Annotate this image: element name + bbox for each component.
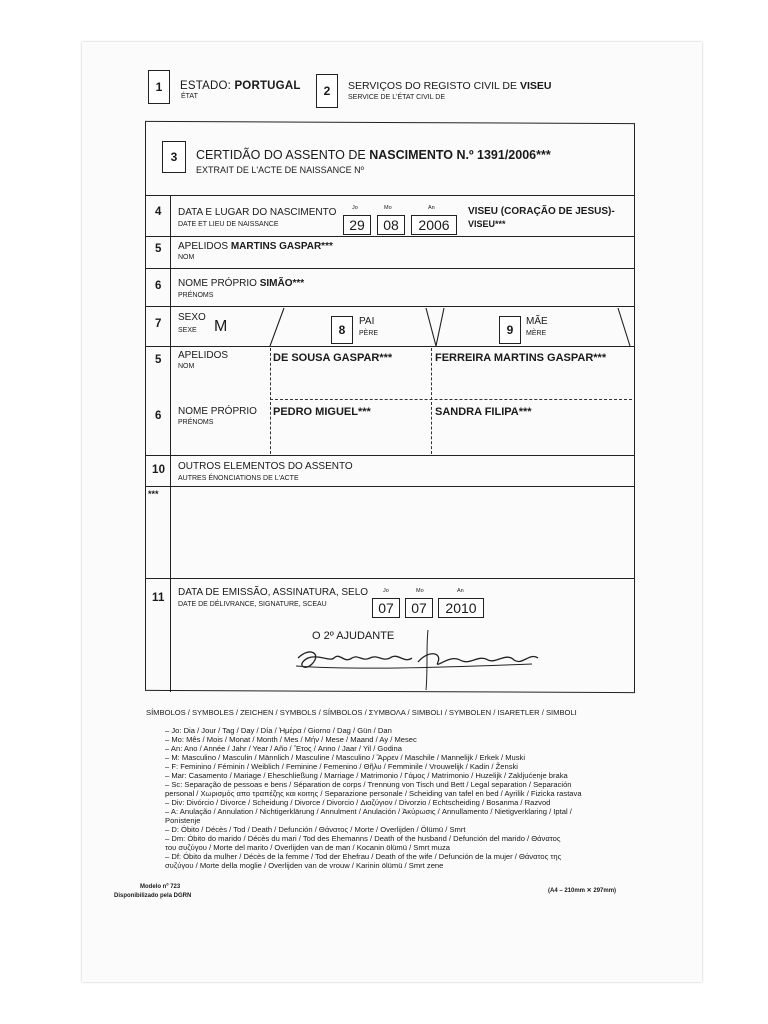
birth-place-line2: VISEU*** — [468, 219, 506, 229]
symbols-line: – D: Óbito / Décès / Tod / Death / Defunción / Θάνατος / Morte / Overlijden / Ölümü / Smrt — [165, 825, 466, 834]
parents-prenoms-label: PRÉNOMS — [178, 419, 214, 426]
symbols-line: – Dm: Óbito do marido / Décès du mari / Tod des Ehemanns / Death of the husband / Defunción del marido / Θάνατος — [165, 834, 561, 843]
symbols-line: συζύγου / Morte della moglie / Overlijden van de vrouw / Karinin ölümü / Smrt zene — [165, 861, 444, 870]
father-label: PAI — [359, 316, 375, 327]
parents-surname-label: APELIDOS — [178, 350, 229, 361]
certificate-title: CERTIDÃO DO ASSENTO DE NASCIMENTO N.º 1391/2006*** — [196, 148, 551, 162]
father-surname: DE SOUSA GASPAR*** — [273, 352, 393, 364]
field-number-10: 10 — [152, 464, 166, 476]
estado-label: ESTADO: PORTUGAL — [180, 80, 301, 92]
birth-year: 2006 — [411, 215, 457, 235]
pere-label: PÈRE — [359, 330, 379, 337]
divider — [146, 578, 634, 579]
given-name-label: NOME PRÓPRIO — [178, 278, 257, 289]
symbols-line: – Mo: Mês / Mois / Monat / Month / Mes / Μήν / Mese / Maand / Ay / Mesec — [165, 735, 417, 744]
birth-place-line1: VISEU (CORAÇÃO DE JESUS)- — [468, 206, 615, 217]
dashed-separator — [270, 399, 632, 400]
field-number-6: 6 — [155, 280, 162, 292]
dashed-separator — [270, 348, 271, 454]
issue-year: 2010 — [438, 598, 484, 618]
an-label: An — [428, 205, 435, 211]
field-number-9: 9 — [499, 316, 521, 344]
given-name-row — [178, 278, 304, 289]
field-number-5: 5 — [155, 243, 162, 255]
symbols-line: – Div: Divórcio / Divorce / Scheidung / Divorce / Divorcio / Διαζύγιον / Divorzio / Echtscheiding / Bosanma / Razvod — [165, 798, 551, 807]
parent-header-shape — [146, 306, 634, 348]
symbols-line: – Mar: Casamento / Mariage / Eheschließung / Marriage / Matrimonio / Γάμος / Matrimonio / Huzelijk / Zakljućenje braka — [165, 771, 568, 780]
divider — [146, 455, 634, 456]
service-label: SERVICE DE L'ÉTAT CIVIL DE — [348, 94, 446, 101]
field-number-6b: 6 — [155, 410, 162, 422]
dashed-separator — [431, 348, 432, 454]
symbols-line: – An: Ano / Année / Jahr / Year / Año / Ἔτος / Anno / Jaar / Yil / Godina — [165, 744, 402, 753]
birth-day: 29 — [343, 215, 371, 235]
field-number-2: 2 — [316, 74, 338, 108]
certificate-subtitle: EXTRAIT DE L'ACTE DE NAISSANCE Nº — [196, 165, 364, 175]
jo-label-2: Jo — [383, 588, 389, 594]
handwritten-signature — [292, 628, 552, 692]
birth-month: 08 — [377, 215, 405, 235]
dgrn-note: Disponibilizado pela DGRN — [114, 893, 192, 899]
an-label-2: An — [457, 588, 464, 594]
divider — [146, 195, 634, 196]
servicos-label: SERVIÇOS DO REGISTO CIVIL DE VISEU — [348, 80, 552, 92]
mo-label: Mo — [384, 205, 392, 211]
issue-sublabel: DATE DE DÉLIVRANCE, SIGNATURE, SCEAU — [178, 601, 327, 608]
symbols-line: – A: Anulação / Annulation / Nichtigerklärung / Annulment / Anulación / Ἀκύρωσις / Annullamento / Nietigverklaring / Iptal / — [165, 807, 572, 816]
divider — [146, 486, 634, 487]
surname-label: APELIDOS — [178, 241, 229, 252]
mere-label: MÈRE — [526, 330, 547, 337]
field-number-4: 4 — [155, 206, 162, 218]
issue-day: 07 — [372, 598, 400, 618]
field-number-11: 11 — [152, 592, 165, 604]
surname-row — [178, 241, 333, 252]
child-given-name: SIMÃO*** — [259, 278, 305, 289]
nom-label: NOM — [178, 254, 195, 261]
issue-month: 07 — [405, 598, 433, 618]
field-number-1: 1 — [148, 70, 170, 104]
mother-label: MÃE — [526, 316, 548, 327]
other-elements-sublabel: AUTRES ÉNONCIATIONS DE L'ACTE — [178, 475, 299, 482]
divider — [146, 346, 634, 347]
field-number-3: 3 — [162, 141, 186, 173]
sexe-label: SEXE — [178, 327, 197, 334]
jo-label: Jo — [352, 205, 358, 211]
other-elements-value: *** — [148, 489, 159, 499]
field-number-7: 7 — [155, 318, 162, 330]
prenoms-label: PRÉNOMS — [178, 292, 214, 299]
divider — [146, 236, 634, 237]
symbols-line: personal / Χωρισμός απο τραπέζης και κοιτης / Separazione personale / Scheiding van tafel en bed / Ayrilik / Fizicka rastava — [165, 789, 582, 798]
child-surname: MARTINS GASPAR*** — [230, 241, 333, 252]
birth-sublabel: DATE ET LIEU DE NAISSANCE — [178, 221, 279, 228]
sex-label: SEXO — [178, 312, 206, 323]
symbols-line: – Jo: Dia / Jour / Tag / Day / Día / Ἡμέρα / Giorno / Dag / Gün / Dan — [165, 726, 392, 735]
field-number-5b: 5 — [155, 354, 162, 366]
other-elements-label: OUTROS ELEMENTOS DO ASSENTO — [178, 461, 353, 472]
field-number-8: 8 — [331, 316, 353, 344]
mo-label-2: Mo — [416, 588, 424, 594]
mother-given-name: SANDRA FILIPA*** — [435, 406, 532, 418]
symbols-line: – Sc: Separação de pessoas e bens / Séparation de corps / Trennung von Tisch und Bett / Legal separation / Separación — [165, 780, 572, 789]
issue-label: DATA DE EMISSÃO, ASSINATURA, SELO — [178, 587, 369, 598]
mother-surname: FERREIRA MARTINS GASPAR*** — [435, 352, 607, 364]
model-number: Modelo nº 723 — [140, 884, 181, 890]
birth-label: DATA E LUGAR DO NASCIMENTO — [178, 207, 337, 218]
divider — [146, 268, 634, 269]
symbols-line: Ponistenje — [165, 816, 201, 825]
parents-nom-label: NOM — [178, 363, 195, 370]
paper-size: (A4 – 210mm ✕ 297mm) — [548, 888, 617, 894]
symbols-line: του συζύγου / Morte del marito / Overlijden van de man / Kocanin ölümü / Smrt muza — [165, 843, 450, 852]
symbols-line: – Df: Óbito da mulher / Décès de la femme / Tod der Ehefrau / Death of the wife / Defunción de la mujer / Θάνατος της — [165, 852, 562, 861]
signer-role: O 2º AJUDANTE — [312, 630, 395, 642]
parents-given-label: NOME PRÓPRIO — [178, 406, 257, 417]
sex-value: M — [214, 318, 228, 335]
symbols-line: – F: Feminino / Féminin / Weiblich / Feminine / Femenino / Θῆλυ / Femminile / Vrouwelijk / Kadin / Ženski — [165, 762, 518, 771]
father-given-name: PEDRO MIGUEL*** — [273, 406, 371, 418]
etat-label: ÉTAT — [181, 93, 198, 100]
column-divider — [170, 196, 171, 692]
symbols-title: SÍMBOLOS / SYMBOLES / ZEICHEN / SYMBOLS / SÍMBOLOS / ΣΥΜΒΟΛΑ / SIMBOLI / SYMBOLEN / ISARETLER / SIMBOLI — [146, 708, 577, 717]
symbols-line: – M: Masculino / Masculin / Männlich / Masculine / Masculino / Ἄρρεν / Maschile / Mannelijk / Erkek / Muski — [165, 753, 526, 762]
